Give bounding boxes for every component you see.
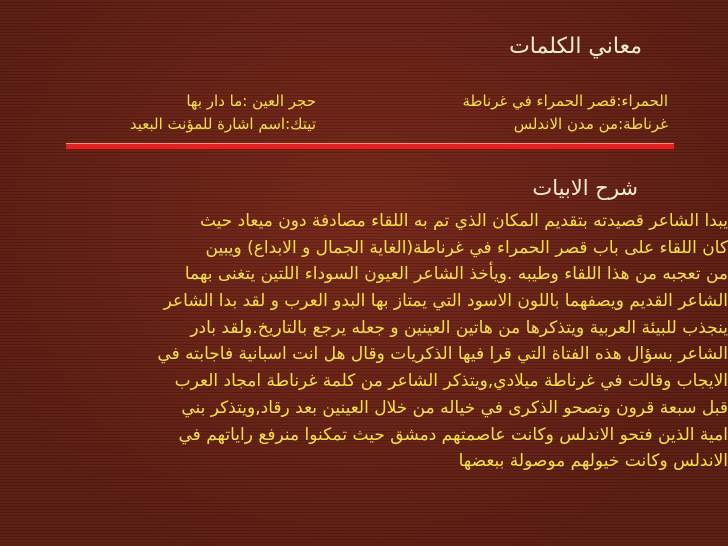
section-title: شرح الابيات	[532, 176, 638, 200]
explanation-line: الشاعر القديم ويصفهما باللون الاسود التي يمتاز بها البدو العرب و لقد بدا الشاعر	[163, 291, 728, 312]
explanation-line: الايجاب وقالت في غرناطة ميلادي,ويتذكر الشاعر من كلمة غرناطة امجاد العرب	[174, 371, 728, 392]
red-divider	[66, 143, 674, 150]
slide-title: معاني الكلمات	[509, 34, 642, 59]
explanation-body	[0, 208, 728, 475]
vocab-item: حجر العين :ما دار بها	[186, 92, 316, 110]
vocab-item: تيتك:اسم اشارة للمؤنث البعيد	[129, 115, 316, 133]
explanation-line: امية الذين فتحو الاندلس وكانت عاصمتهم دمشق حيث تمكنوا منرفع راياتهم في	[178, 424, 728, 445]
explanation-line: يبدا الشاعر قصيدته بتقديم المكان الذي تم به اللقاء مصادفة دون ميعاد حيث	[199, 211, 728, 231]
explanation-line: من تعجبه من هذا اللقاء وطيبه .ويأخذ الشاعر العيون السوداء اللتين يتغنى بهما	[184, 264, 728, 285]
vocab-column-right	[462, 90, 668, 136]
explanation-line: الاندلس وكانت خيولهم موصولة ببعضها	[458, 451, 728, 472]
vocab-column-left	[130, 90, 316, 136]
explanation-line: ينجذب للبيئة العربية ويتذكرها من هاتين العينين و جعله يرجع بالتاريخ.ولقد بادر	[190, 317, 728, 338]
vocab-item: الحمراء:قصر الحمراء في غرناطة	[462, 92, 668, 110]
explanation-line: الشاعر بسؤال هذه الفتاة التي قرا فيها الذكريات وقال هل انت اسبانية فاجابته في	[157, 344, 728, 365]
explanation-line: كان اللقاء على باب قصر الحمراء في غرناطة(الغاية الجمال و الابداع) ويبين	[205, 237, 728, 258]
vocab-item: غرناطة:من مدن الاندلس	[513, 115, 668, 133]
explanation-line: قبل سبعة قرون وتصحو الذكرى في خياله من خلال العينين بعد رقاد,ويتذكر بني	[181, 397, 728, 418]
